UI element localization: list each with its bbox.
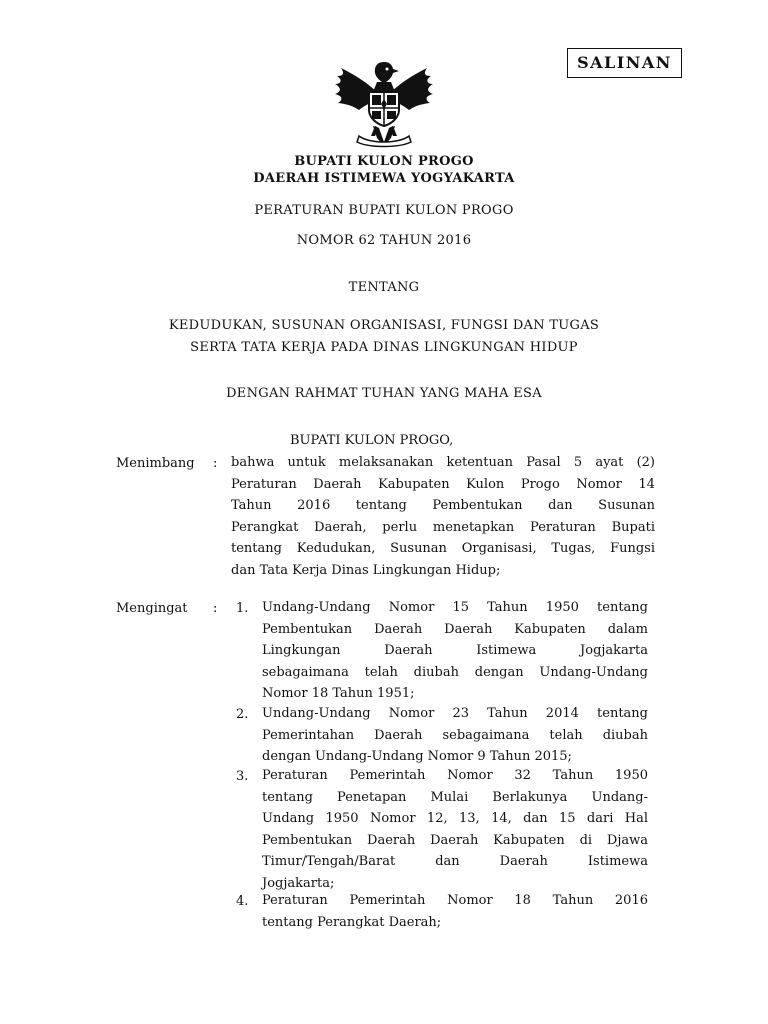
item-line: Undang-Undang Nomor 23 Tahun 2014 tentang (262, 706, 648, 721)
mengingat-item-3 (262, 765, 648, 895)
regulation-number: NOMOR 62 TAHUN 2016 (296, 233, 472, 248)
issuer-name: BUPATI KULON PROGO, (290, 433, 454, 448)
salinan-stamp: SALINAN (567, 48, 682, 78)
item-line: Pembentukan Daerah Daerah Kabupaten dalam (262, 621, 648, 637)
subject-line1: KEDUDUKAN, SUSUNAN ORGANISASI, FUNGSI DAN TUGAS (168, 318, 600, 333)
mengingat-item-1 (262, 597, 648, 705)
menimbang-label: Menimbang (116, 456, 195, 471)
item-line: sebagaimana telah diubah dengan Undang-Undang (262, 664, 648, 680)
garuda-emblem-icon (329, 54, 439, 150)
item-line: Timur/Tengah/Barat dan Daerah Istimewa (262, 854, 648, 870)
menimbang-line: bahwa untuk melaksanakan ketentuan Pasal 5 ayat (2) (231, 455, 655, 470)
item-line: Nomor 18 Tahun 1951; (262, 686, 415, 702)
menimbang-text (231, 452, 655, 582)
subject-line2: SERTA TATA KERJA PADA DINAS LINGKUNGAN HIDUP (190, 340, 578, 355)
mengingat-item-number: 1. (236, 601, 249, 616)
item-line: Pemerintahan Daerah sebagaimana telah diubah (262, 727, 648, 743)
issuer-title-line1: BUPATI KULON PROGO (294, 154, 474, 169)
mengingat-item-2 (262, 703, 648, 768)
menimbang-line: dan Tata Kerja Dinas Lingkungan Hidup; (231, 562, 501, 578)
item-line: tentang Perangkat Daerah; (262, 914, 442, 930)
mengingat-colon: : (213, 601, 218, 616)
menimbang-line: Peraturan Daerah Kabupaten Kulon Progo Nomor 14 (231, 476, 655, 492)
mengingat-item-4 (262, 890, 648, 933)
mengingat-item-number: 3. (236, 769, 249, 784)
item-line: Lingkungan Daerah Istimewa Jogjakarta (262, 643, 648, 659)
menimbang-line: Perangkat Daerah, perlu menetapkan Peraturan Bupati (231, 519, 655, 535)
about-heading: TENTANG (348, 280, 420, 295)
item-line: Undang 1950 Nomor 12, 13, 14, dan 15 dari Hal (262, 811, 648, 827)
mengingat-item-number: 2. (236, 707, 249, 722)
item-line: Peraturan Pemerintah Nomor 18 Tahun 2016 (262, 893, 648, 908)
item-line: Jogjakarta; (262, 875, 335, 891)
menimbang-line: tentang Kedudukan, Susunan Organisasi, Tugas, Fungsi (231, 541, 655, 557)
item-line: tentang Penetapan Mulai Berlakunya Undang- (262, 789, 648, 805)
item-line: Peraturan Pemerintah Nomor 32 Tahun 1950 (262, 768, 648, 783)
item-line: dengan Undang-Undang Nomor 9 Tahun 2015; (262, 749, 572, 765)
item-line: Undang-Undang Nomor 15 Tahun 1950 tentang (262, 600, 648, 615)
item-line: Pembentukan Daerah Daerah Kabupaten di Djawa (262, 832, 648, 848)
issuer-title-line2: DAERAH ISTIMEWA YOGYAKARTA (253, 171, 515, 186)
blessing-line: DENGAN RAHMAT TUHAN YANG MAHA ESA (226, 386, 542, 401)
menimbang-line: Tahun 2016 tentang Pembentukan dan Susunan (231, 498, 655, 514)
mengingat-label: Mengingat (116, 601, 188, 616)
mengingat-item-number: 4. (236, 894, 249, 909)
menimbang-colon: : (213, 456, 218, 471)
regulation-title: PERATURAN BUPATI KULON PROGO (254, 203, 514, 218)
